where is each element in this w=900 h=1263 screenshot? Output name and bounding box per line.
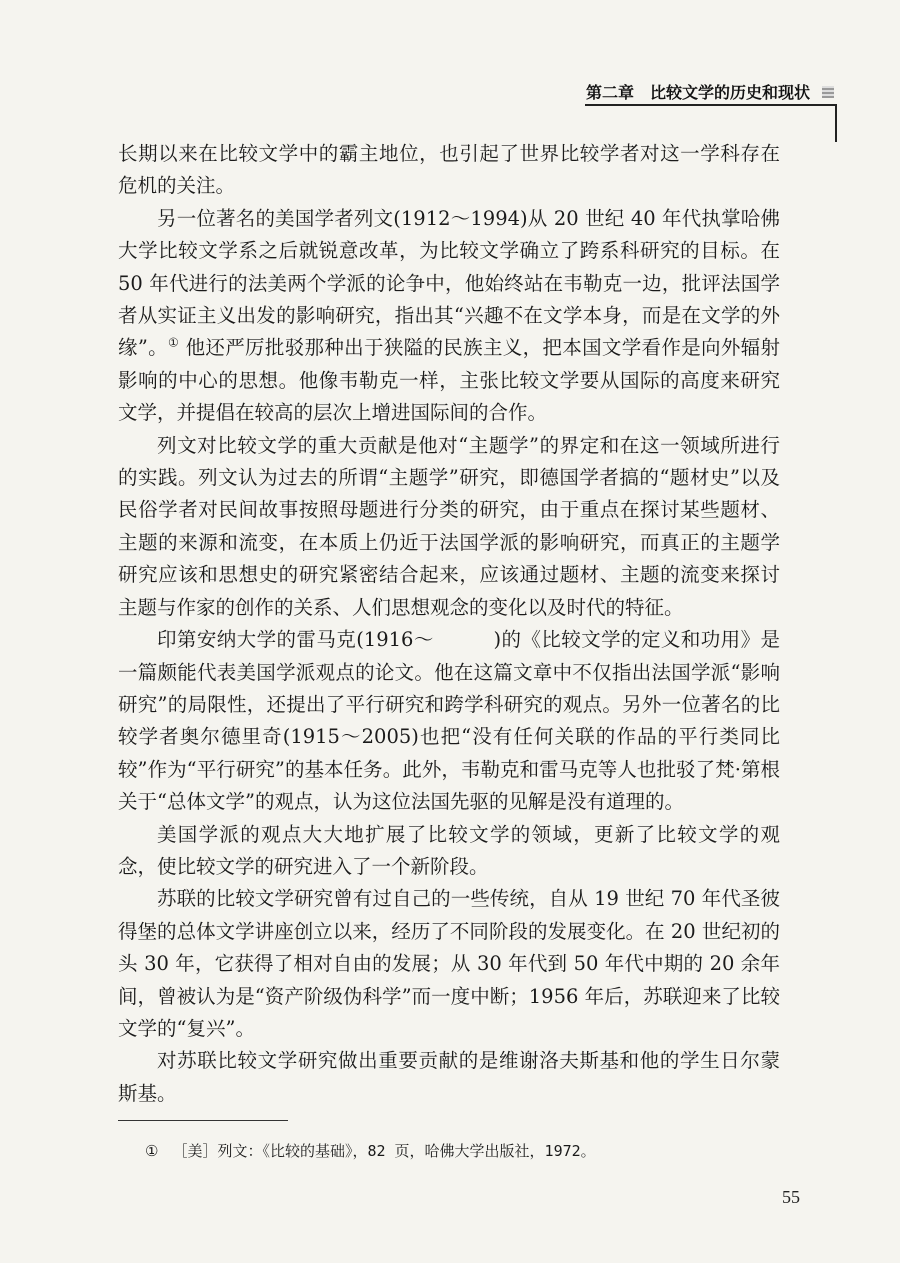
paragraph-7: [118, 1045, 780, 1110]
paragraph-3: [118, 430, 780, 624]
paragraph-text: 对苏联比较文学研究做出重要贡献的是维谢洛夫斯基和他的学生日尔蒙斯基。: [118, 1049, 780, 1105]
paragraph-2: [118, 203, 780, 430]
paragraph-4: [118, 624, 780, 818]
paragraph-text: 长期以来在比较文学中的霸主地位，也引起了世界比较学者对这一学科存在危机的关注。: [118, 142, 780, 198]
paragraph-text: 印第安纳大学的雷马克(1916～ )的《比较文学的定义和功用》是一篇颇能代表美国学派观点的论文。他在这篇文章中不仅指出法国学派“影响研究”的局限性，还提出了平行研究和跨学科研究的观点。另外一位著名的比较学者奥尔德里奇(1915～2005)也把“没有任何关联的作品的平行类同比较”作为“平行研究”的基本任务。此外，韦勒克和雷马克等人也批驳了梵·第根关于“总体文学”的观点，认为这位法国先驱的见解是没有道理的。: [118, 628, 780, 814]
paragraph-text: 另一位著名的美国学者列文(1912～1994)从 20 世纪 40 年代执掌哈佛大学比较文学系之后就锐意改革，为比较文学确立了跨系科研究的目标。在 50 年代进行的法美两个学派的论争中，他始终站在韦勒克一边，批评法国学者从实证主义出发的影响研究，指出其“兴趣不在文学本身，而是在文学的外缘”。: [118, 206, 780, 360]
header-rule: [585, 104, 837, 106]
footnote-rule: [118, 1120, 288, 1121]
paragraph-text: 他还严厉批驳那种出于狭隘的民族主义，把本国文学看作是向外辐射影响的中心的思想。他像韦勒克一样，主张比较文学要从国际的高度来研究文学，并提倡在较高的层次上增进国际间的合作。: [118, 336, 780, 425]
header-vertical-rule: [835, 104, 837, 142]
body-text: [118, 138, 780, 1110]
paragraph-6: [118, 883, 780, 1045]
chapter-number: 第二章: [585, 83, 634, 102]
footnote-number: ①: [145, 1142, 159, 1160]
paragraph-5: [118, 819, 780, 884]
paragraph-text: 列文对比较文学的重大贡献是他对“主题学”的界定和在这一领域所进行的实践。列文认为过去的所谓“主题学”研究，即德国学者搞的“题材史”以及民俗学者对民间故事按照母题进行分类的研究，由于重点在探讨某些题材、主题的来源和流变，在本质上仍近于法国学派的影响研究，而真正的主题学研究应该和思想史的研究紧密结合起来，应该通过题材、主题的流变来探讨主题与作家的创作的关系、人们思想观念的变化以及时代的特征。: [118, 433, 780, 619]
page-number: 55: [782, 1187, 800, 1207]
running-header: [586, 80, 834, 103]
paragraph-text: 美国学派的观点大大地扩展了比较文学的领域，更新了比较文学的观念，使比较文学的研究进入了一个新阶段。: [118, 822, 780, 878]
footnote-text: ［美］列文：《比较的基础》，82 页，哈佛大学出版社，1972。: [172, 1142, 596, 1160]
footnote-reference[interactable]: ①: [167, 335, 180, 350]
paragraph-1: [118, 138, 780, 203]
paragraph-text: 苏联的比较文学研究曾有过自己的一些传统，自从 19 世纪 70 年代圣彼得堡的总体文学讲座创立以来，经历了不同阶段的发展变化。在 20 世纪初的头 30 年，它获得了相对自由的发展；从 30 年代到 50 年代中期的 20 余年间，曾被认为是“资产阶级伪科学”而一度中断；1956 年后，苏联迎来了比较文学的“复兴”。: [118, 887, 780, 1040]
header-ornament-icon: [822, 86, 834, 98]
footnote: [145, 1140, 596, 1162]
chapter-title: 比较文学的历史和现状: [649, 83, 810, 102]
